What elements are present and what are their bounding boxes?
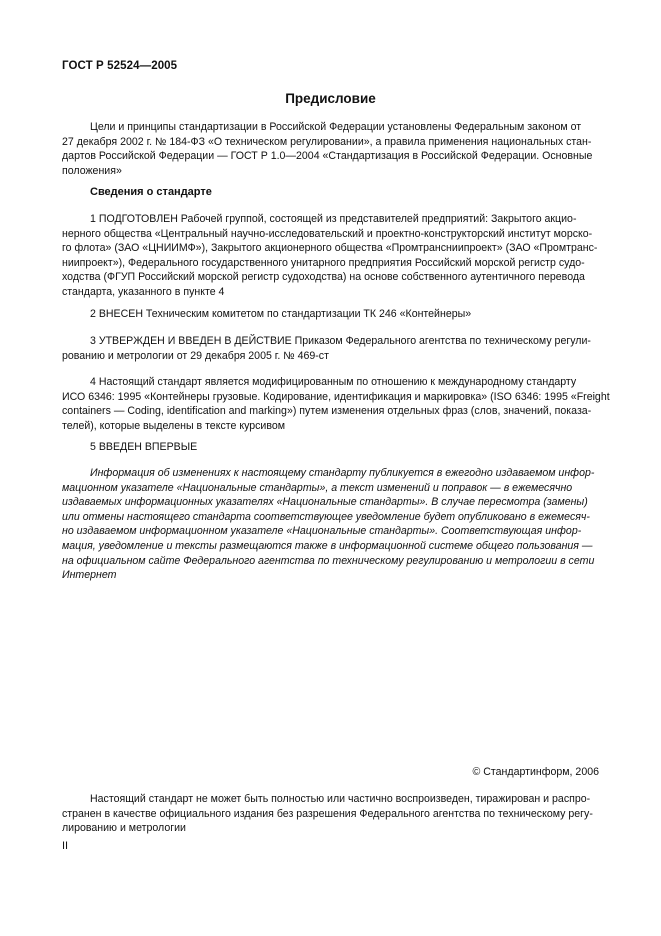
info-line: или отмены настоящего стандарта соответствующее уведомление будет опубликовано в ежемесяч- <box>62 510 590 523</box>
info-line: издаваемых информационных указателях «Национальные стандарты». В случае пересмотра (замены) <box>62 496 588 509</box>
item-1-line: нерного общества «Центральный научно-исследовательский и проектно-конструкторский институт морско- <box>62 227 593 240</box>
page-title: Предисловие <box>285 91 376 106</box>
item-3-line: 3 УТВЕРЖДЕН И ВВЕДЕН В ДЕЙСТВИЕ Приказом Федерального агентства по техническому регули- <box>90 335 591 347</box>
item-2-line: 2 ВНЕСЕН Техническим комитетом по стандартизации ТК 246 «Контейнеры» <box>90 308 472 320</box>
info-line: мационном указателе «Национальные стандарты», а текст изменений и поправок — в ежемесячно <box>62 481 573 494</box>
item-1-paragraph <box>62 212 599 300</box>
notice-line: странен в качестве официального издания без разрешения Федерального агентства по техническому регу- <box>62 807 593 820</box>
item-3-line: рованию и метрологии от 29 декабря 2005 г. № 469-ст <box>62 349 329 362</box>
intro-paragraph <box>62 120 599 178</box>
section-subtitle: Сведения о стандарте <box>90 186 212 198</box>
info-line: мация, уведомление и тексты размещаются также в информационной системе общего пользования — <box>62 539 593 552</box>
item-4-line: ИСО 6346: 1995 «Контейнеры грузовые. Кодирование, идентификация и маркировка» (ISO 6346: 1995 «Freight <box>62 390 610 403</box>
notice-line: лированию и метрологии <box>62 822 186 835</box>
item-3-paragraph <box>62 334 599 363</box>
intro-line: положения» <box>62 164 122 177</box>
item-4-line: 4 Настоящий стандарт является модифицированным по отношению к международному стандарту <box>90 376 577 388</box>
item-4-line: телей), которые выделены в тексте курсивом <box>62 419 286 432</box>
item-4-paragraph <box>62 375 610 433</box>
info-line: но издаваемом информационном указателе «Национальные стандарты». Соответствующая инфор- <box>62 525 582 538</box>
notice-line: Настоящий стандарт не может быть полностью или частично воспроизведен, тиражирован и распро- <box>90 793 591 805</box>
page-number: II <box>62 840 69 852</box>
document-id: ГОСТ Р 52524—2005 <box>62 60 178 72</box>
info-line: Интернет <box>62 569 117 582</box>
intro-line: дартов Российской Федерации — ГОСТ Р 1.0—2004 «Стандартизация в Российской Федерации. Основные <box>62 150 593 163</box>
info-paragraph <box>62 466 599 583</box>
item-1-line: 1 ПОДГОТОВЛЕН Рабочей группой, состоящей из представителей предприятий: Закрытого акцио- <box>90 213 577 225</box>
info-line: Информация об изменениях к настоящему стандарту публикуется в ежегодно издаваемом инфор- <box>90 467 595 479</box>
item-1-line: стандарта, указанного в пункте 4 <box>62 285 225 298</box>
item-4-line: containers — Coding, identification and marking») путем изменения отдельных фраз (слов, значений, показа- <box>62 405 592 418</box>
intro-line: 27 декабря 2002 г. № 184-ФЗ «О техническом регулировании», а правила применения национальных стан- <box>62 135 592 148</box>
item-1-line: го флота» (ЗАО «ЦНИИМФ»), Закрытого акционерного общества «Промтрансниипроект» (ЗАО «Промтранс- <box>62 242 598 255</box>
item-2-paragraph <box>62 307 599 322</box>
info-line: на официальном сайте Федерального агентства по техническому регулированию и метрологии в сети <box>62 554 595 567</box>
item-1-line: ниипроект»), Федерального государственного унитарного предприятия Российский морской регистр судо- <box>62 256 585 269</box>
copyright-notice: © Стандартинформ, 2006 <box>472 766 599 778</box>
item-5-line: 5 ВВЕДЕН ВПЕРВЫЕ <box>90 441 198 453</box>
item-5-paragraph <box>62 440 599 455</box>
item-1-line: ходства (ФГУП Российский морской регистр судоходства) на основе собственного аутентичного перевода <box>62 271 585 284</box>
reproduction-notice <box>62 792 599 836</box>
intro-line: Цели и принципы стандартизации в Российской Федерации установлены Федеральным законом от <box>90 121 582 133</box>
